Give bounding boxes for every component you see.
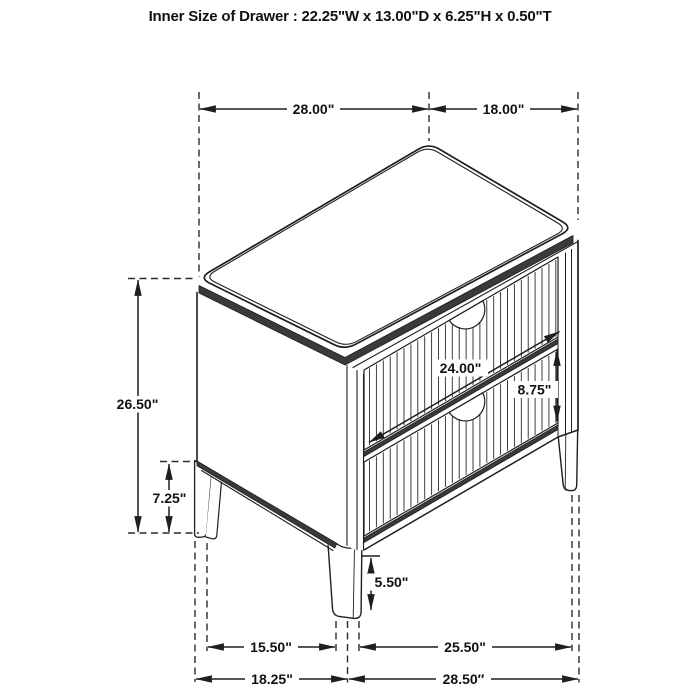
page-title: Inner Size of Drawer : 22.25"W x 13.00"D x 6.25"H x 0.50"T	[148, 8, 552, 25]
dim-top-depth: 18.00"	[482, 101, 525, 117]
dim-leg-height-side: 7.25"	[152, 490, 187, 506]
dim-base-depth: 18.25"	[251, 671, 293, 687]
dim-overall-height: 26.50"	[116, 396, 159, 412]
dim-top-width: 28.00"	[292, 101, 335, 117]
dim-base-width: 28.50″	[442, 671, 485, 687]
front-center-leg	[328, 540, 362, 618]
front-right-leg	[558, 429, 578, 491]
dim-drawer-front-width: 24.00"	[439, 360, 482, 376]
dim-leg-span-depth: 15.50"	[250, 639, 292, 655]
dim-leg-span-width: 25.50"	[444, 639, 486, 655]
dim-drawer-front-height: 8.75"	[517, 381, 552, 398]
dim-leg-height-front: 5.50"	[374, 574, 409, 590]
